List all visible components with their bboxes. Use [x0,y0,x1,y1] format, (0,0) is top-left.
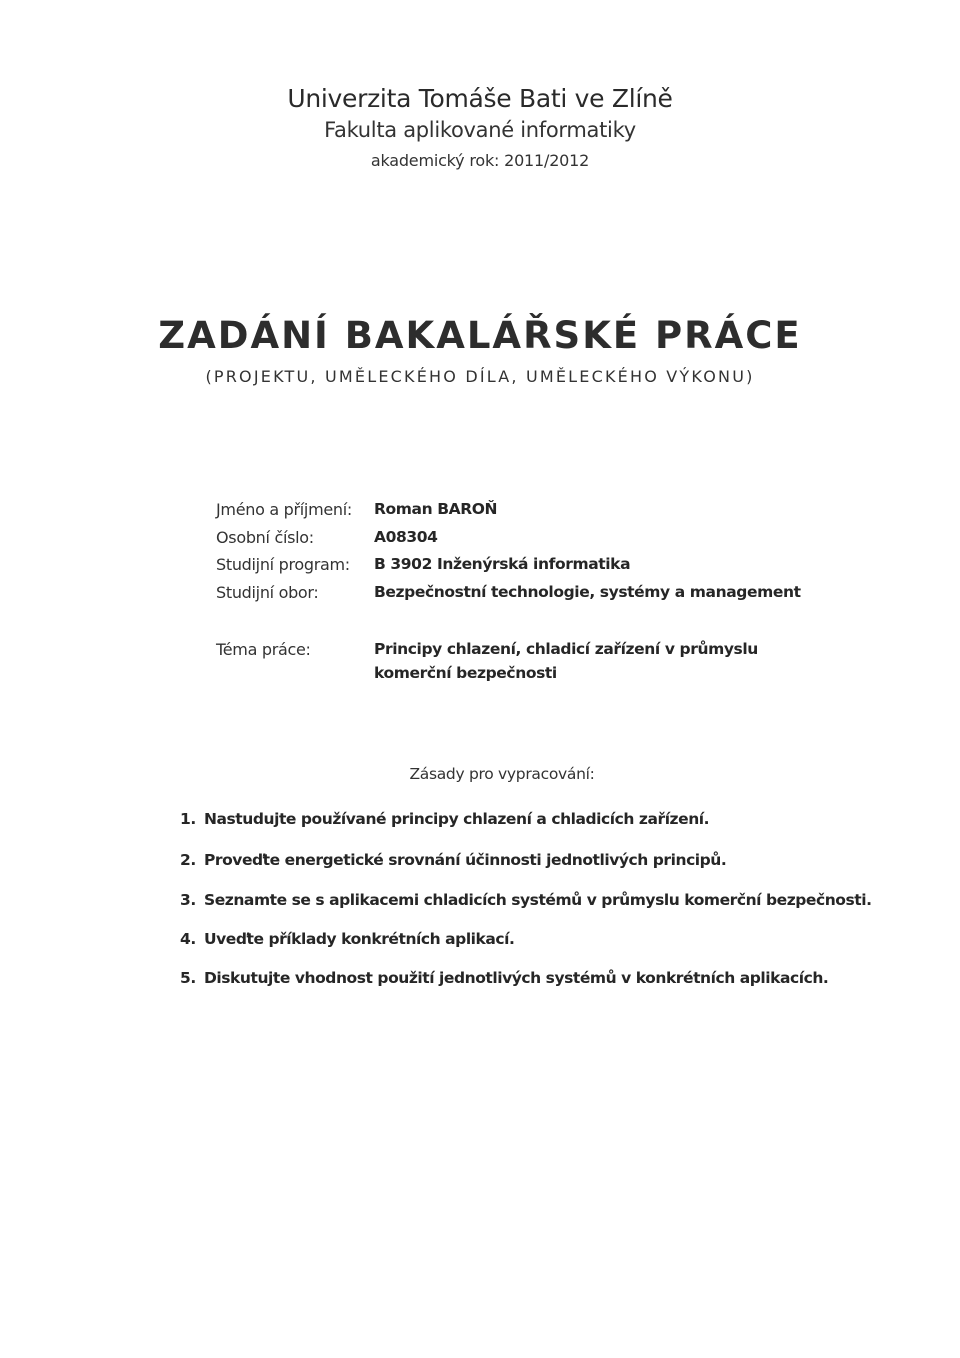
list-item-number: 2. [180,851,196,869]
list-item [180,891,872,909]
topic-value-line1: Principy chlazení, chladicí zařízení v průmyslu [374,640,758,658]
topic-label: Téma práce: [216,640,311,659]
program-value: B 3902 Inženýrská informatika [374,555,631,573]
list-item-number: 5. [180,969,196,987]
list-item-number: 1. [180,810,196,828]
name-label: Jméno a příjmení: [216,500,352,519]
list-item [180,851,726,869]
list-item-text: Diskutujte vhodnost použití jednotlivých systémů v konkrétních aplikacích. [204,969,829,987]
list-item-text: Proveďte energetické srovnání účinnosti jednotlivých principů. [204,851,727,869]
field-value: Bezpečnostní technologie, systémy a management [374,583,801,601]
faculty-name: Fakulta aplikované informatiky [324,118,636,142]
id-value: A08304 [374,528,438,546]
name-value: Roman BAROŇ [374,500,498,518]
list-item [180,930,514,948]
document-subtitle: (PROJEKTU, UMĚLECKÉHO DÍLA, UMĚLECKÉHO VÝKONU) [205,367,755,386]
list-item-text: Nastudujte používané principy chlazení a chladicích zařízení. [204,810,710,828]
guidelines-heading: Zásady pro vypracování: [409,765,595,783]
academic-year: akademický rok: 2011/2012 [370,151,590,170]
list-item-text: Seznamte se s aplikacemi chladicích systémů v průmyslu komerční bezpečnosti. [204,891,872,909]
university-name: Univerzita Tomáše Bati ve Zlíně [287,84,673,113]
list-item-number: 4. [180,930,196,948]
program-label: Studijní program: [216,555,350,574]
list-item-text: Uveďte příklady konkrétních aplikací. [204,930,515,948]
list-item [180,810,709,828]
id-label: Osobní číslo: [216,528,314,547]
list-item-number: 3. [180,891,196,909]
document-title: ZADÁNÍ BAKALÁŘSKÉ PRÁCE [158,314,802,357]
topic-value-line2: komerční bezpečnosti [374,664,557,682]
list-item [180,969,828,987]
field-label: Studijní obor: [216,583,319,602]
